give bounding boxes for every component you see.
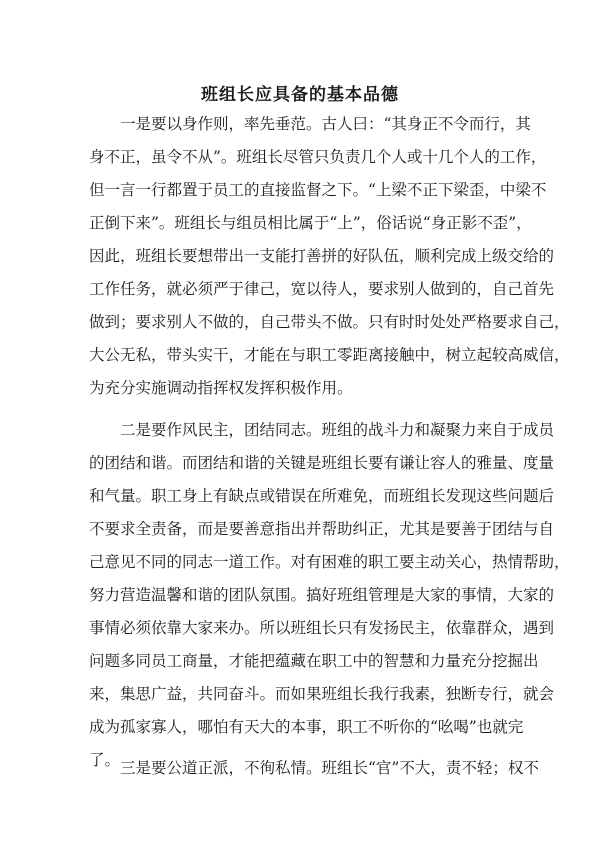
paragraph-line: 大公无私，带头实干，才能在与职工零距离接触中，树立起较高威信， — [89, 346, 570, 364]
paragraph-line: 一是要以身作则，率先垂范。古人曰：“其身正不令而行，其 — [120, 115, 531, 133]
paragraph-3 — [89, 752, 539, 785]
paragraph-line: 二是要作风民主，团结同志。班组的战斗力和凝聚力来自于成员 — [120, 421, 555, 439]
paragraph-line: 做到；要求别人不做的，自己带头不做。只有时时处处严格要求自己， — [89, 313, 570, 331]
paragraph-line: 工作任务，就必须严于律己，宽以待人，要求别人做到的，自己首先 — [89, 280, 555, 298]
paragraph-2 — [89, 414, 570, 777]
paragraph-1 — [89, 108, 570, 405]
paragraph-line: 问题多同员工商量，才能把蕴藏在职工中的智慧和力量充分挖掘出 — [89, 652, 539, 670]
paragraph-line: 不要求全责备，而是要善意指出并帮助纠正，尤其是要善于团结与自 — [89, 520, 555, 538]
paragraph-line: 为充分实施调动指挥权发挥积极作用。 — [89, 379, 353, 397]
paragraph-line: 正倒下来”。班组长与组员相比属于“上”，俗话说“身正影不歪”， — [89, 214, 532, 232]
paragraph-line: 了。 — [89, 751, 121, 769]
document-title: 班组长应具备的基本品德 — [201, 85, 399, 106]
paragraph-line: 和气量。职工身上有缺点或错误在所难免，而班组长发现这些问题后 — [89, 487, 555, 505]
paragraph-line: 努力营造温馨和谐的团队氛围。搞好班组管理是大家的事情，大家的 — [89, 586, 555, 604]
paragraph-line: 但一言一行都置于员工的直接监督之下。“上梁不正下梁歪，中梁不 — [89, 181, 547, 199]
paragraph-line: 三是要公道正派，不徇私情。班组长“官”不大，责不轻；权不 — [120, 759, 539, 777]
paragraph-line: 事情必须依靠大家来办。所以班组长只有发扬民主，依靠群众，遇到 — [89, 619, 555, 637]
paragraph-line: 因此，班组长要想带出一支能打善拼的好队伍，顺利完成上级交给的 — [89, 247, 555, 265]
paragraph-line: 来，集思广益，共同奋斗。而如果班组长我行我素，独断专行，就会 — [89, 685, 555, 703]
paragraph-line: 己意见不同的同志一道工作。对有困难的职工要主动关心，热情帮助， — [89, 553, 570, 571]
paragraph-line: 身不正，虽令不从”。班组长尽管只负责几个人或十几个人的工作， — [89, 148, 547, 166]
paragraph-line: 的团结和谐。而团结和谐的关键是班组长要有谦让容人的雅量、度量 — [89, 454, 555, 472]
paragraph-line: 成为孤家寡人，哪怕有天大的本事，职工不听你的“吆喝”也就完 — [89, 718, 524, 736]
